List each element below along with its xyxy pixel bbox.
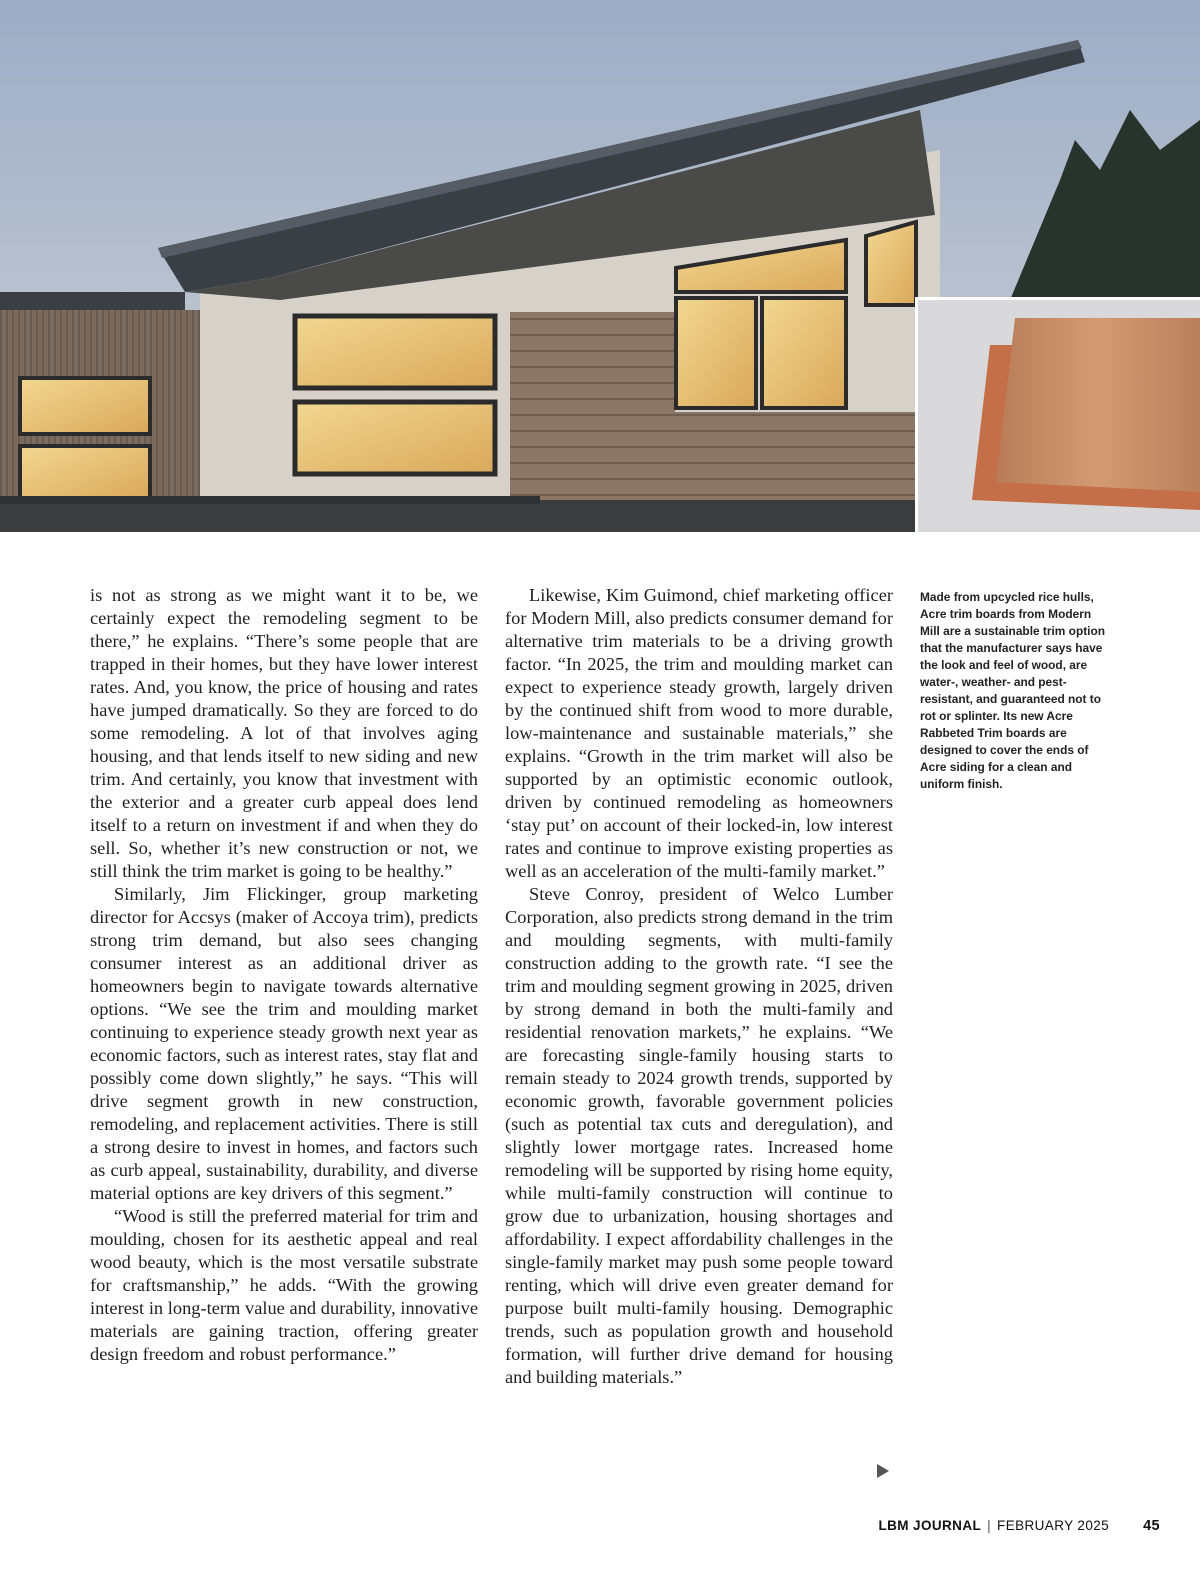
window: [20, 446, 150, 500]
paragraph: Likewise, Kim Guimond, chief marketing officer for Modern Mill, also predicts consumer demand for alternative trim materials to be a driving growth factor. “In 2025, the trim and moulding market can expect to experience steady growth, largely driven by the continued shift from wood to more durable, low-maintenance and sustainable materials,” she explains. “Growth in the trim market will also be supported by an optimistic economic outlook, driven by continued remodeling as homeowners ‘stay put’ on account of their locked-in, low interest rates and continue to improve existing properties as well as an acceleration of the multi-family market.”: [505, 585, 893, 881]
right-siding: [675, 412, 915, 512]
paragraph: Steve Conroy, president of Welco Lumber Corporation, also predicts strong demand in the trim and moulding segments, with multi-family construction adding to the growth rate. “I see the trim and moulding segment growing in 2025, driven by strong demand in both the multi-family and residential renovation markets,” he explains. “We are forecasting single-family housing starts to remain steady to 2024 growth trends, supported by economic growth, favorable government policies (such as potential tax cuts and deregulation), and slightly lower mortgage rates. Increased home remodeling will be supported by rising home equity, while multi-family construction will continue to grow due to urbanization, housing shortages and affordability. I expect affordability challenges in the single-family market may push some people toward renting, which will drive even greater demand for purpose built multi-family housing. Demographic trends, such as population growth and household formation, will further drive demand for housing and building materials.”: [505, 884, 893, 1387]
photo-caption: Made from upcycled rice hulls, Acre trim boards from Modern Mill are a sustainable trim option that the manufacturer says have the look and feel of wood, are water-, weather- and pest-resistant, and guaranteed not to rot or splinter. Its new Acre Rabbeted Trim boards are designed to cover the ends of Acre siding for a clean and uniform finish.: [920, 590, 1106, 791]
window: [676, 298, 756, 408]
paragraph: “Wood is still the preferred material for trim and moulding, chosen for its aesthetic appeal and real wood beauty, which is the most versatile substrate for craftsmanship,” he adds. “With the growing interest in long-term value and durability, innovative materials are gaining traction, offering greater design freedom and robust performance.”: [90, 1206, 478, 1364]
footer-separator: |: [987, 1518, 992, 1533]
page-footer: [0, 1518, 1160, 1534]
window: [295, 402, 495, 474]
window: [295, 316, 495, 388]
window: [20, 378, 150, 434]
article-column-2: [505, 584, 893, 1389]
window: [866, 222, 916, 305]
paragraph: is not as strong as we might want it to be, we certainly expect the remodeling segment to be there,” he explains. “There’s some people that are trapped in their homes, but they have lower interest rates. And, you know, the price of housing and rates have jumped dramatically. So they are forced to do some remodeling. A lot of that involves aging housing, and that lends itself to new siding and new trim. And certainly, you know that investment with the exterior and a greater curb appeal does lend itself to a return on investment if and when they do sell. So, whether it’s new construction or not, we still think the trim market is going to be healthy.”: [90, 585, 478, 881]
issue-date: FEBRUARY 2025: [997, 1518, 1110, 1533]
trim-board: [996, 318, 1200, 492]
paragraph: Similarly, Jim Flickinger, group marketing director for Accsys (maker of Accoya trim), predicts strong trim demand, but also sees changing consumer interest as an additional driver as homeowners begin to navigate towards alternative options. “We see the trim and moulding market continuing to experience steady growth next year as economic factors, such as interest rates, stay flat and possibly come down slightly,” he says. “This will drive segment growth in new construction, remodeling, and replacement activities. There is still a strong desire to invest in homes, and factors such as curb appeal, sustainability, durability, and diverse material options are key drivers of this segment.”: [90, 884, 478, 1203]
publication-name: LBM JOURNAL: [878, 1518, 982, 1533]
article-column-1: [90, 584, 478, 1366]
window: [762, 298, 846, 408]
play-triangle-icon: [876, 1463, 890, 1479]
house-photo: [0, 0, 1200, 532]
center-siding: [510, 312, 675, 512]
house-photo-illustration: [0, 0, 1200, 532]
page-number: 45: [1143, 1518, 1160, 1534]
